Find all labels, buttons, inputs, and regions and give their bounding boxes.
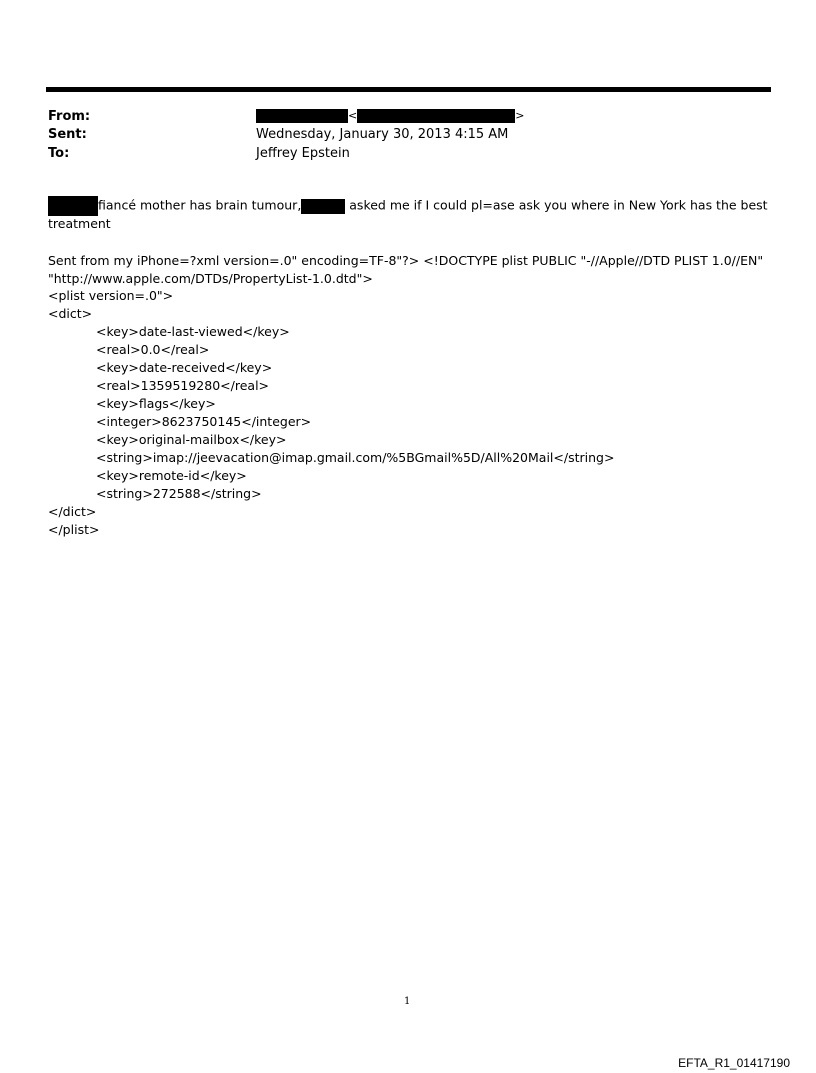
from-value [256, 108, 524, 123]
sent-label: Sent: [48, 127, 87, 142]
message-line-1 [48, 196, 768, 216]
plist-line: <integer>8623750145</integer> [96, 414, 312, 429]
header-rule [46, 87, 771, 92]
from-lt: < [348, 109, 358, 122]
to-label: To: [48, 146, 70, 161]
plist-line: <real>1359519280</real> [96, 378, 270, 393]
signature-line-1: Sent from my iPhone=?xml version=.0" encoding=TF-8"?> <!DOCTYPE plist PUBLIC "-//Apple//DTD PLIST 1.0//EN" [48, 253, 764, 268]
plist-line: <key>flags</key> [96, 396, 216, 411]
message-line-2: treatment [48, 216, 111, 231]
plist-line: <real>0.0</real> [96, 342, 210, 357]
plist-line: <dict> [48, 306, 93, 321]
page-number: 1 [404, 996, 411, 1007]
plist-line: <string>imap://jeevacation@imap.gmail.com/%5BGmail%5D/All%20Mail</string> [96, 450, 615, 465]
plist-line: </plist> [48, 522, 100, 537]
redaction-box [301, 199, 345, 214]
bates-number: EFTA_R1_01417190 [678, 1056, 790, 1070]
sent-value: Wednesday, January 30, 2013 4:15 AM [256, 127, 509, 142]
plist-line: </dict> [48, 504, 97, 519]
plist-line: <key>date-received</key> [96, 360, 273, 375]
from-gt: > [515, 109, 525, 122]
redaction-box [357, 109, 515, 123]
signature-line-2: "http://www.apple.com/DTDs/PropertyList-1.0.dtd"> [48, 271, 373, 286]
message-part-2: asked me if I could pl=ase ask you where in New York has the best [345, 197, 768, 213]
to-value: Jeffrey Epstein [256, 146, 350, 161]
plist-line: <string>272588</string> [96, 486, 262, 501]
plist-line: <key>original-mailbox</key> [96, 432, 287, 447]
redaction-box [256, 109, 348, 123]
plist-line: <key>remote-id</key> [96, 468, 247, 483]
plist-line: <plist version=.0"> [48, 288, 174, 303]
message-part-1: fiancé mother has brain tumour, [98, 197, 302, 213]
from-label: From: [48, 109, 91, 124]
redaction-box [48, 196, 98, 216]
plist-line: <key>date-last-viewed</key> [96, 324, 290, 339]
